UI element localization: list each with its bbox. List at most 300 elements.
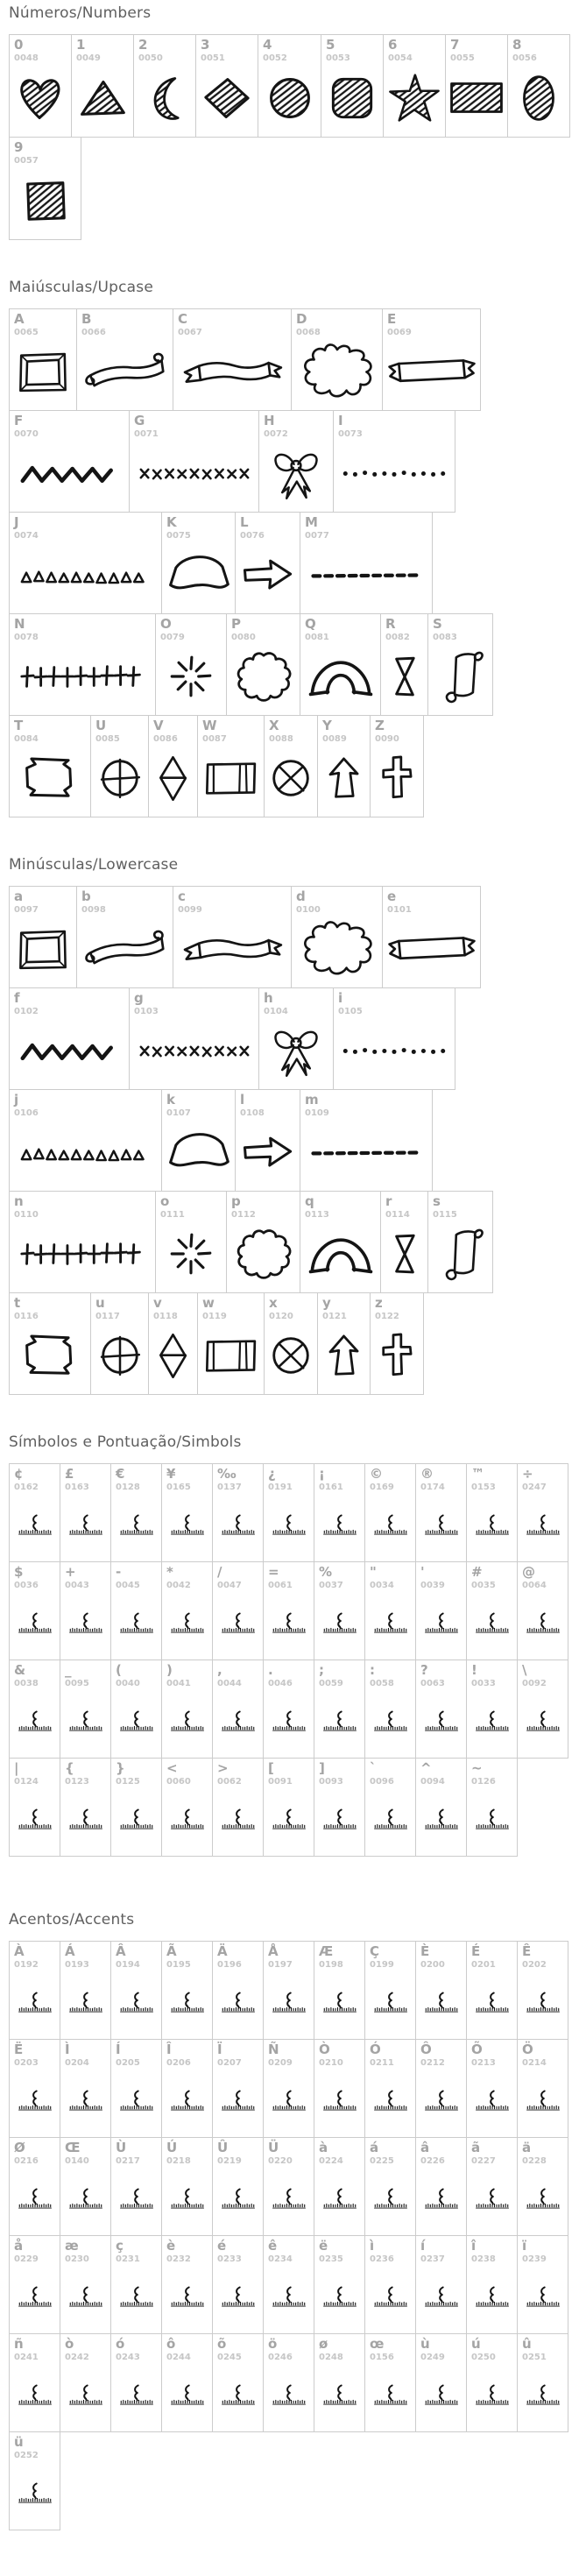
section-title-lowercase: Minúsculas/Lowercase bbox=[9, 856, 179, 874]
char-cell bbox=[415, 1463, 467, 1562]
fan-icon bbox=[167, 550, 230, 599]
char-cell bbox=[415, 2137, 467, 2236]
glyph-area bbox=[60, 1787, 110, 1853]
char-label: L bbox=[240, 514, 249, 530]
watermark-icon bbox=[371, 2285, 410, 2309]
unicode-code: 0075 bbox=[166, 530, 191, 541]
watermark-icon bbox=[16, 2481, 54, 2505]
unicode-code: 0041 bbox=[166, 1678, 191, 1688]
glyph-area bbox=[60, 1688, 110, 1755]
char-label: Î bbox=[166, 2042, 172, 2057]
watermark-icon bbox=[219, 1611, 258, 1635]
glyph-area bbox=[91, 1321, 148, 1391]
char-label: å bbox=[14, 2238, 24, 2254]
char-cell bbox=[133, 34, 196, 138]
char-label: - bbox=[116, 1564, 122, 1580]
char-row bbox=[9, 715, 424, 817]
watermark-icon bbox=[422, 2383, 461, 2407]
watermark-icon bbox=[371, 2187, 410, 2211]
unicode-code: 0196 bbox=[217, 1959, 242, 1970]
char-label: [ bbox=[268, 1760, 274, 1776]
char-label: Ô bbox=[420, 2042, 432, 2057]
unicode-code: 0059 bbox=[319, 1678, 343, 1688]
watermark-icon bbox=[524, 1709, 562, 1733]
glyph-area bbox=[111, 2166, 161, 2233]
char-cell bbox=[161, 2235, 213, 2334]
glyph-area bbox=[213, 2068, 263, 2134]
unicode-code: 0227 bbox=[471, 2155, 496, 2166]
unicode-code: 0252 bbox=[14, 2450, 39, 2460]
char-label: É bbox=[471, 1943, 481, 1959]
watermark-icon bbox=[168, 2285, 207, 2309]
glyph-area bbox=[467, 2166, 517, 2233]
char-cell bbox=[370, 1292, 424, 1395]
watermark-icon bbox=[270, 2383, 308, 2407]
glyph-area bbox=[149, 744, 197, 814]
watermark-icon bbox=[371, 1611, 410, 1635]
glyph-area bbox=[134, 63, 195, 134]
unicode-code: 0193 bbox=[65, 1959, 89, 1970]
glyph-area bbox=[162, 1118, 235, 1188]
unicode-code: 0085 bbox=[95, 733, 120, 744]
char-cell bbox=[110, 1561, 162, 1660]
watermark-icon bbox=[219, 2089, 258, 2112]
plusrow-icon bbox=[19, 661, 145, 692]
char-label: y bbox=[322, 1295, 331, 1311]
char-cell bbox=[60, 2137, 111, 2236]
watermark-icon bbox=[270, 1808, 308, 1831]
fan-icon bbox=[167, 1128, 230, 1177]
rainbow-icon bbox=[307, 655, 375, 699]
glyph-area bbox=[321, 63, 383, 134]
watermark-icon bbox=[524, 2089, 562, 2112]
watermark-icon bbox=[67, 2285, 105, 2309]
char-label: X bbox=[269, 718, 279, 733]
char-cell bbox=[314, 1758, 365, 1857]
watermark-icon bbox=[117, 2089, 156, 2112]
char-label: À bbox=[14, 1943, 25, 1959]
char-cell bbox=[212, 2333, 264, 2432]
glyph-area bbox=[162, 2362, 212, 2429]
oval-icon bbox=[521, 74, 556, 122]
unicode-code: 0045 bbox=[116, 1580, 140, 1590]
glyph-area bbox=[156, 642, 226, 712]
glyph-area bbox=[162, 2166, 212, 2233]
char-label: á bbox=[370, 2140, 379, 2155]
char-label: r bbox=[385, 1193, 392, 1209]
watermark-icon bbox=[270, 1513, 308, 1537]
char-row bbox=[9, 1463, 568, 1562]
watermark-icon bbox=[321, 2383, 359, 2407]
char-label: Æ bbox=[319, 1943, 334, 1959]
char-label: e bbox=[387, 888, 397, 904]
glyph-area bbox=[334, 1016, 455, 1086]
char-row bbox=[9, 987, 455, 1090]
glyph-area bbox=[111, 1590, 161, 1657]
char-cell bbox=[9, 715, 91, 817]
glyph-area bbox=[10, 1220, 155, 1290]
char-label: c bbox=[178, 888, 186, 904]
unicode-code: 0228 bbox=[522, 2155, 547, 2166]
char-cell bbox=[517, 2235, 568, 2334]
glyph-area bbox=[10, 166, 81, 237]
glyph-area bbox=[10, 439, 129, 509]
scrollv-icon bbox=[437, 1225, 484, 1283]
unicode-code: 0242 bbox=[65, 2352, 89, 2362]
char-label: B bbox=[81, 311, 92, 327]
glyph-area bbox=[384, 63, 445, 134]
unicode-code: 0055 bbox=[450, 53, 475, 63]
char-label: ä bbox=[522, 2140, 532, 2155]
glyph-area bbox=[314, 1492, 364, 1559]
char-cell bbox=[263, 1660, 314, 1759]
watermark-icon bbox=[117, 1611, 156, 1635]
char-cell bbox=[148, 1292, 198, 1395]
unicode-code: 0249 bbox=[420, 2352, 445, 2362]
unicode-code: 0153 bbox=[471, 1482, 496, 1492]
cloud-icon bbox=[235, 649, 293, 704]
xrow-icon bbox=[138, 464, 251, 483]
trirow-icon bbox=[19, 1143, 152, 1163]
watermark-icon bbox=[321, 2285, 359, 2309]
char-cell bbox=[321, 34, 384, 138]
char-label: o bbox=[160, 1193, 170, 1209]
char-cell bbox=[9, 1191, 156, 1293]
char-cell bbox=[226, 1191, 300, 1293]
char-cell bbox=[212, 1660, 264, 1759]
char-cell bbox=[300, 1191, 381, 1293]
char-label: ¡ bbox=[319, 1466, 325, 1482]
char-label: { bbox=[65, 1760, 74, 1776]
char-label: 1 bbox=[76, 37, 86, 53]
unicode-code: 0065 bbox=[14, 327, 39, 337]
glyph-area bbox=[162, 1590, 212, 1657]
watermark-icon bbox=[371, 2089, 410, 2112]
glyph-area bbox=[156, 1220, 226, 1290]
char-cell bbox=[9, 2235, 60, 2334]
char-label: ç bbox=[116, 2238, 124, 2254]
roundsquare-icon bbox=[329, 75, 375, 121]
glyph-area bbox=[10, 2460, 60, 2527]
glyph-area bbox=[111, 1787, 161, 1853]
unicode-code: 0212 bbox=[420, 2057, 445, 2068]
char-label: s bbox=[433, 1193, 441, 1209]
glyph-area bbox=[300, 1118, 432, 1188]
square-icon bbox=[24, 179, 67, 223]
char-label: ø bbox=[319, 2336, 328, 2352]
char-cell bbox=[466, 1941, 518, 2040]
unicode-code: 0081 bbox=[305, 632, 329, 642]
glyph-area bbox=[264, 1492, 314, 1559]
glyph-area bbox=[300, 642, 380, 712]
circlecross-icon bbox=[97, 1333, 143, 1378]
char-cell bbox=[517, 1660, 568, 1759]
banner-icon bbox=[386, 932, 477, 966]
glyph-area bbox=[365, 1688, 415, 1755]
glyph-area bbox=[227, 1220, 300, 1290]
section-lowercase bbox=[9, 856, 579, 1395]
unicode-code: 0064 bbox=[522, 1580, 547, 1590]
unicode-code: 0234 bbox=[268, 2254, 293, 2264]
char-label: ` bbox=[370, 1760, 377, 1776]
arrowright-icon bbox=[241, 1132, 295, 1172]
char-cell bbox=[517, 1463, 568, 1562]
glyph-area bbox=[365, 1787, 415, 1853]
unicode-code: 0083 bbox=[433, 632, 457, 642]
char-cell bbox=[466, 2235, 518, 2334]
char-cell bbox=[380, 1191, 428, 1293]
glyph-area bbox=[10, 2362, 60, 2429]
glyph-area bbox=[292, 337, 382, 407]
char-label: R bbox=[385, 616, 396, 632]
char-label: d bbox=[296, 888, 306, 904]
char-label: n bbox=[14, 1193, 24, 1209]
watermark-icon bbox=[117, 1808, 156, 1831]
unicode-code: 0248 bbox=[319, 2352, 343, 2362]
char-cell bbox=[314, 2137, 365, 2236]
char-label: O bbox=[160, 616, 172, 632]
glyph-area bbox=[314, 2166, 364, 2233]
char-label: È bbox=[420, 1943, 430, 1959]
unicode-code: 0080 bbox=[231, 632, 256, 642]
watermark-icon bbox=[473, 2187, 512, 2211]
char-cell bbox=[161, 1463, 213, 1562]
char-row bbox=[9, 1660, 568, 1759]
glyph-area bbox=[314, 1970, 364, 2036]
char-cell bbox=[364, 2039, 416, 2138]
glyph-area bbox=[213, 1492, 263, 1559]
unicode-code: 0070 bbox=[14, 428, 39, 439]
char-label: ; bbox=[319, 1662, 324, 1678]
rectframe-icon bbox=[202, 1335, 260, 1376]
char-cell bbox=[161, 2039, 213, 2138]
watermark-icon bbox=[270, 1709, 308, 1733]
char-row bbox=[9, 1191, 493, 1293]
char-label: U bbox=[95, 718, 107, 733]
char-cell bbox=[197, 1292, 265, 1395]
char-label: â bbox=[420, 2140, 430, 2155]
unicode-code: 0086 bbox=[153, 733, 178, 744]
glyph-area bbox=[416, 1492, 466, 1559]
glyph-area bbox=[236, 1118, 300, 1188]
char-cell bbox=[155, 613, 227, 716]
char-cell bbox=[110, 2137, 162, 2236]
char-label: + bbox=[65, 1564, 76, 1580]
glyph-area bbox=[10, 1787, 60, 1853]
char-cell bbox=[382, 308, 481, 411]
glyph-area bbox=[72, 63, 133, 134]
char-cell bbox=[129, 987, 259, 1090]
char-label: ô bbox=[166, 2336, 176, 2352]
char-label: Í bbox=[116, 2042, 121, 2057]
char-label: Ö bbox=[522, 2042, 533, 2057]
watermark-icon bbox=[321, 1709, 359, 1733]
dashline-icon bbox=[309, 1148, 423, 1157]
char-cell bbox=[110, 1758, 162, 1857]
glyph-area bbox=[428, 1220, 492, 1290]
unicode-code: 0061 bbox=[268, 1580, 293, 1590]
char-label: \ bbox=[522, 1662, 527, 1678]
char-label: û bbox=[522, 2336, 532, 2352]
glyph-area bbox=[259, 1016, 333, 1086]
dashline-icon bbox=[309, 570, 423, 580]
watermark-icon bbox=[473, 2089, 512, 2112]
char-cell bbox=[9, 1463, 60, 1562]
unicode-code: 0225 bbox=[370, 2155, 394, 2166]
char-cell bbox=[9, 410, 130, 513]
char-label: ' bbox=[420, 1564, 425, 1580]
char-label: @ bbox=[522, 1564, 535, 1580]
char-label: ( bbox=[116, 1662, 122, 1678]
char-label: à bbox=[319, 2140, 328, 2155]
watermark-icon bbox=[524, 2285, 562, 2309]
unicode-code: 0231 bbox=[116, 2254, 140, 2264]
glyph-area bbox=[10, 1492, 60, 1559]
char-cell bbox=[161, 2137, 213, 2236]
char-cell bbox=[9, 1089, 162, 1192]
unicode-code: 0245 bbox=[217, 2352, 242, 2362]
unicode-code: 0239 bbox=[522, 2254, 547, 2264]
glyph-area bbox=[198, 744, 264, 814]
unicode-code: 0039 bbox=[420, 1580, 445, 1590]
glyph-area bbox=[508, 63, 569, 134]
char-cell bbox=[364, 1463, 416, 1562]
glyph-area bbox=[518, 1970, 568, 2036]
watermark-icon bbox=[270, 1611, 308, 1635]
glyph-area bbox=[264, 2362, 314, 2429]
unicode-code: 0102 bbox=[14, 1006, 39, 1016]
unicode-code: 0071 bbox=[134, 428, 159, 439]
ticket-icon bbox=[17, 753, 83, 803]
unicode-code: 0114 bbox=[385, 1209, 410, 1220]
unicode-code: 0237 bbox=[420, 2254, 445, 2264]
char-label: ‰ bbox=[217, 1466, 237, 1482]
char-cell bbox=[364, 1561, 416, 1660]
char-cell bbox=[364, 1660, 416, 1759]
unicode-code: 0100 bbox=[296, 904, 321, 915]
glyph-area bbox=[264, 2166, 314, 2233]
char-cell bbox=[380, 613, 428, 716]
watermark-icon bbox=[117, 2383, 156, 2407]
unicode-code: 0195 bbox=[166, 1959, 191, 1970]
char-label: 0 bbox=[14, 37, 24, 53]
glyph-area bbox=[365, 1590, 415, 1657]
char-row bbox=[9, 2333, 568, 2432]
char-cell bbox=[110, 1463, 162, 1562]
unicode-code: 0090 bbox=[375, 733, 399, 744]
char-label: ÷ bbox=[522, 1466, 533, 1482]
char-cell bbox=[161, 1758, 213, 1857]
char-cell bbox=[263, 1463, 314, 1562]
char-label: q bbox=[305, 1193, 314, 1209]
char-label: J bbox=[14, 514, 19, 530]
circlex-icon bbox=[268, 1333, 314, 1378]
char-label: 7 bbox=[450, 37, 460, 53]
char-label: ò bbox=[65, 2336, 74, 2352]
watermark-icon bbox=[270, 2089, 308, 2112]
unicode-code: 0056 bbox=[512, 53, 537, 63]
unicode-code: 0241 bbox=[14, 2352, 39, 2362]
char-cell bbox=[517, 2333, 568, 2432]
char-label: } bbox=[116, 1760, 125, 1776]
glyph-area bbox=[416, 2166, 466, 2233]
char-cell bbox=[427, 1191, 493, 1293]
char-label: ) bbox=[166, 1662, 173, 1678]
char-cell bbox=[517, 2039, 568, 2138]
char-label: # bbox=[471, 1564, 483, 1580]
unicode-code: 0095 bbox=[65, 1678, 89, 1688]
glyph-area bbox=[60, 1970, 110, 2036]
glyph-area bbox=[314, 1787, 364, 1853]
char-cell bbox=[9, 886, 77, 988]
char-row bbox=[9, 308, 481, 411]
char-cell bbox=[9, 34, 72, 138]
glyph-area bbox=[428, 642, 492, 712]
watermark-icon bbox=[219, 1513, 258, 1537]
char-cell bbox=[161, 1660, 213, 1759]
watermark-icon bbox=[422, 1611, 461, 1635]
watermark-icon bbox=[321, 1808, 359, 1831]
char-cell bbox=[466, 1463, 518, 1562]
char-label: . bbox=[268, 1662, 273, 1678]
unicode-code: 0110 bbox=[14, 1209, 39, 1220]
unicode-code: 0037 bbox=[319, 1580, 343, 1590]
glyph-area bbox=[518, 2068, 568, 2134]
glyph-area bbox=[314, 1688, 364, 1755]
watermark-icon bbox=[117, 1709, 156, 1733]
unicode-code: 0233 bbox=[217, 2254, 242, 2264]
unicode-code: 0058 bbox=[370, 1678, 394, 1688]
glyph-area bbox=[130, 1016, 258, 1086]
hourglass-icon bbox=[390, 654, 420, 700]
char-label: g bbox=[134, 990, 144, 1006]
char-label: ! bbox=[471, 1662, 477, 1678]
char-label: | bbox=[14, 1760, 19, 1776]
char-label: 2 bbox=[138, 37, 148, 53]
watermark-icon bbox=[473, 2383, 512, 2407]
glyph-area bbox=[10, 915, 76, 985]
unicode-code: 0034 bbox=[370, 1580, 394, 1590]
unicode-code: 0092 bbox=[522, 1678, 547, 1688]
char-label: Ã bbox=[166, 1943, 177, 1959]
rectframe-icon bbox=[202, 758, 260, 799]
unicode-code: 0054 bbox=[388, 53, 413, 63]
unicode-code: 0199 bbox=[370, 1959, 394, 1970]
diamondline-icon bbox=[158, 1332, 188, 1380]
char-label: è bbox=[166, 2238, 176, 2254]
char-label: _ bbox=[65, 1662, 72, 1678]
char-cell bbox=[415, 2039, 467, 2138]
glyph-area bbox=[10, 744, 90, 814]
scrollv-icon bbox=[437, 648, 484, 705]
glyph-area bbox=[10, 2166, 60, 2233]
char-cell bbox=[212, 1758, 264, 1857]
section-upcase bbox=[9, 279, 579, 817]
watermark-icon bbox=[473, 1709, 512, 1733]
watermark-icon bbox=[321, 1991, 359, 2014]
unicode-code: 0035 bbox=[471, 1580, 496, 1590]
unicode-code: 0078 bbox=[14, 632, 39, 642]
unicode-code: 0053 bbox=[326, 53, 350, 63]
unicode-code: 0216 bbox=[14, 2155, 39, 2166]
unicode-code: 0205 bbox=[116, 2057, 140, 2068]
unicode-code: 0203 bbox=[14, 2057, 39, 2068]
char-cell bbox=[264, 715, 318, 817]
char-label: / bbox=[217, 1564, 222, 1580]
sparkle-icon bbox=[167, 1230, 215, 1277]
glyph-area bbox=[416, 2068, 466, 2134]
char-row bbox=[9, 512, 433, 614]
